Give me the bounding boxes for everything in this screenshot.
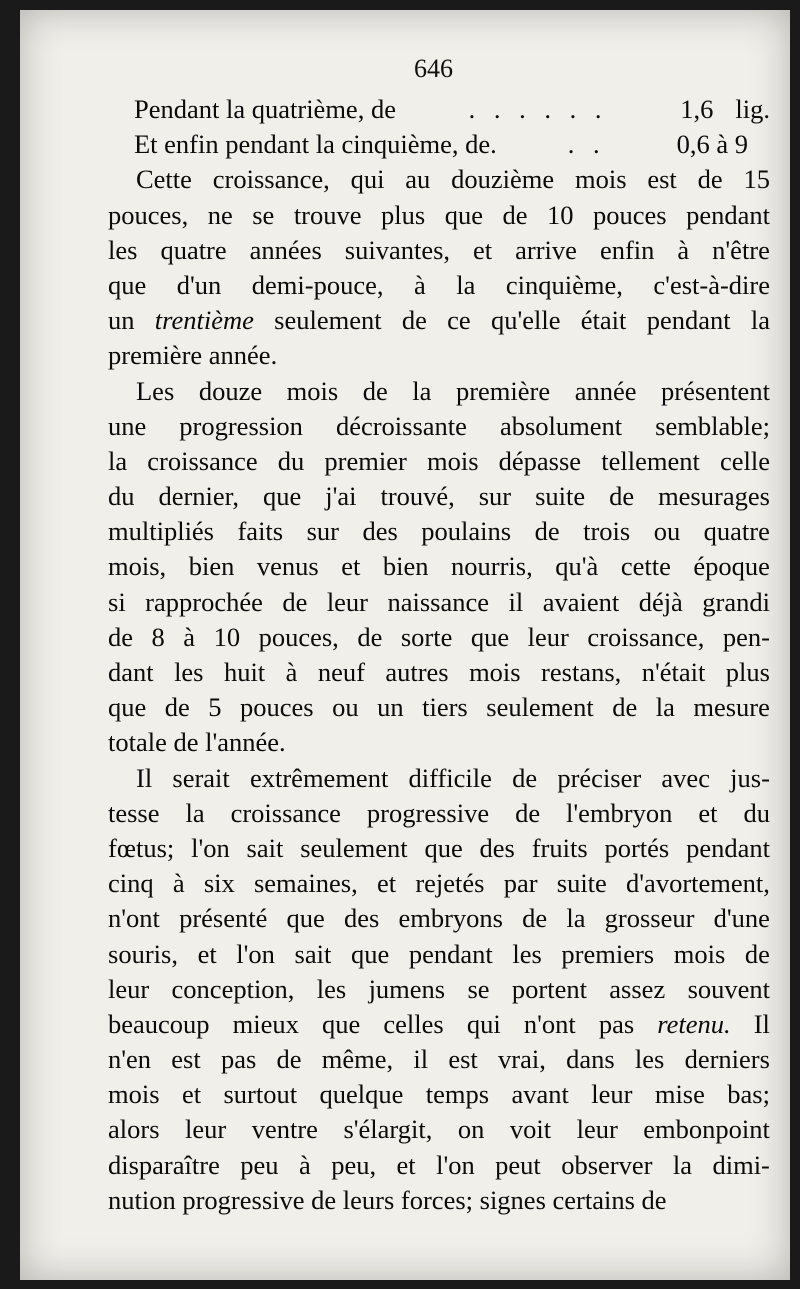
text-line: souris, et l'on sait que pendant les premiers mois de <box>108 938 770 969</box>
text-line: n'en est pas de même, il est vrai, dans les derniers <box>108 1044 770 1075</box>
text-line: leur conception, les jumens se portent assez souvent <box>108 973 770 1004</box>
row-unit: lig. <box>735 94 770 124</box>
page-text <box>108 92 770 1218</box>
table-row <box>108 127 770 162</box>
text-line: un trentième seulement de ce qu'elle était pendant la <box>108 303 770 338</box>
text-line: cinq à six semaines, et rejetés par suite d'avortement, <box>108 868 770 899</box>
text-line: Il serait extrêmement difficile de préciser avec jus- <box>136 762 770 793</box>
text-line: si rapprochée de leur naissance il avaient déjà grandi <box>108 586 770 617</box>
text-line: une progression décroissante absolument semblable; <box>108 410 770 441</box>
text-line: Cette croissance, qui au douzième mois est de 15 <box>136 164 770 195</box>
text-line: les quatre années suivantes, et arrive enfin à n'être <box>108 234 770 265</box>
text-line: que de 5 pouces ou un tiers seulement de la mesure <box>108 692 770 723</box>
text-line: alors leur ventre s'élargit, on voit leur embonpoint <box>108 1114 770 1145</box>
text-line: Les douze mois de la première année présentent <box>136 375 770 406</box>
text-line: beaucoup mieux que celles qui n'ont pas retenu. Il <box>108 1007 770 1042</box>
text-line: dant les huit à neuf autres mois restans, n'était plus <box>108 657 770 687</box>
text-line: mois et surtout quelque temps avant leur mise bas; <box>108 1079 770 1110</box>
text-line: multipliés faits sur des poulains de trois ou quatre <box>108 516 770 547</box>
row-label: Pendant la quatrième, de <box>134 94 396 124</box>
book-page <box>20 10 790 1280</box>
text-line: première année. <box>108 340 278 371</box>
text-line: que d'un demi-pouce, à la cinquième, c'est-à-dire <box>108 269 770 300</box>
row-label: Et enfin pendant la cinquième, de. <box>134 129 497 160</box>
text-line: de 8 à 10 pouces, de sorte que leur croissance, pen- <box>108 621 770 652</box>
emphasis: retenu. <box>657 1008 731 1039</box>
table-row <box>108 92 770 127</box>
text-line: n'ont présenté que des embryons de la grosseur d'une <box>108 903 770 934</box>
row-unit <box>748 127 770 162</box>
text-line: disparaître peu à peu, et l'on peut observer la dimi- <box>108 1149 770 1180</box>
text-line: totale de l'année. <box>108 727 286 758</box>
text-line: nution progressive de leurs forces; signes certains de <box>108 1184 667 1215</box>
row-value: 1,6 <box>680 94 714 124</box>
row-leader-dots: . . . . . . <box>468 94 608 124</box>
text-line: mois, bien venus et bien nourris, qu'à cette époque <box>108 551 770 582</box>
text-line: du dernier, que j'ai trouvé, sur suite de mesurages <box>108 481 770 512</box>
text-line: la croissance du premier mois dépasse tellement celle <box>108 445 770 476</box>
text-line: pouces, ne se trouve plus que de 10 pouces pendant <box>108 199 770 230</box>
emphasis: trentième <box>154 305 254 336</box>
row-value: 0,6 à 9 <box>676 129 748 160</box>
text-line: fœtus; l'on sait seulement que des fruits portés pendant <box>108 832 770 863</box>
text-line: tesse la croissance progressive de l'embryon et du <box>108 797 770 828</box>
row-leader-dots: . . <box>567 129 606 160</box>
page-number: 646 <box>414 54 453 83</box>
